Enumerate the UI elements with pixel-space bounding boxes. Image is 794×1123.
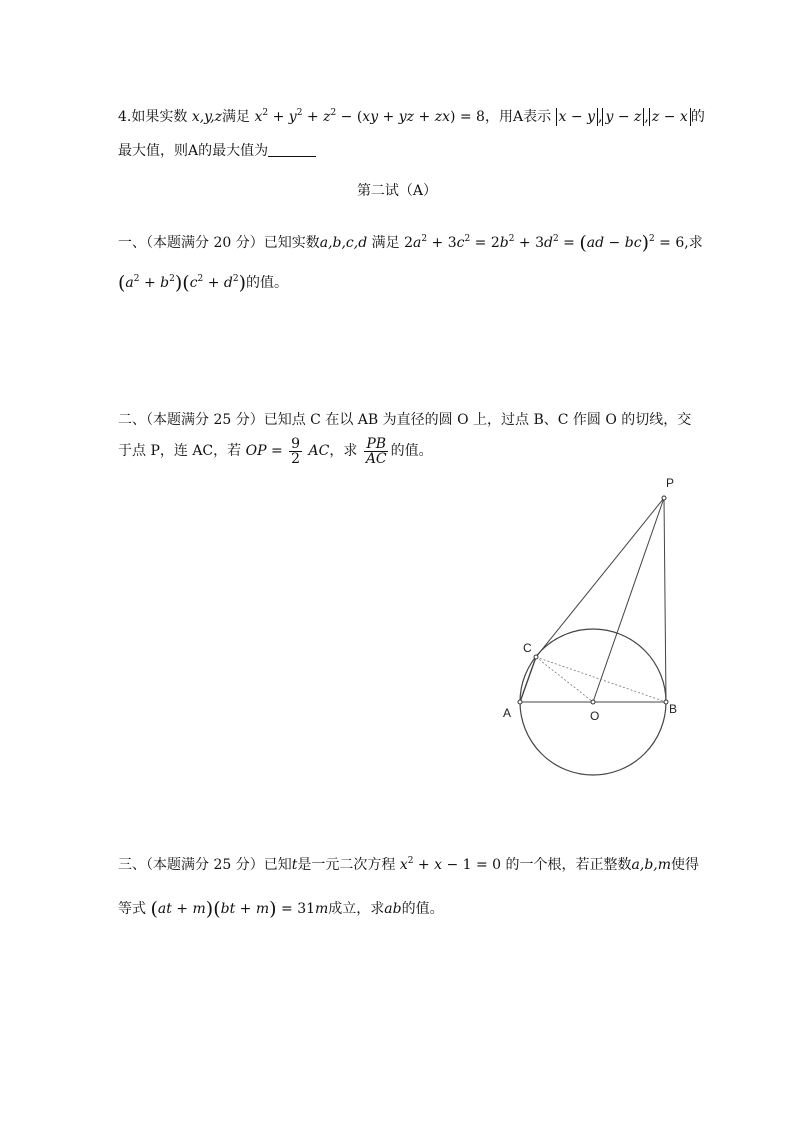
label-o: O <box>590 709 600 723</box>
p1-mid: 满足 <box>371 235 400 251</box>
p3-post: 的一个根，若正整数 <box>505 857 632 873</box>
q4-pre: 如果实数 <box>131 109 188 125</box>
dashed-co <box>536 657 593 702</box>
q4-abs-values: x − y , y − z , z − x <box>556 109 691 125</box>
point-c <box>534 655 538 659</box>
label-p: P <box>666 476 675 490</box>
p2-post: 的值。 <box>390 443 433 459</box>
dashed-cb <box>536 657 666 702</box>
segment-pa-tangent-c <box>536 498 664 657</box>
p3-line2-post: 的值。 <box>401 901 444 917</box>
p3-ab: ab <box>384 901 402 917</box>
p3-line2-mid: 成立，求 <box>328 901 385 917</box>
point-a <box>518 700 522 704</box>
p2-line2-pre: 于点 P，连 AC，若 <box>118 443 242 459</box>
section-title: 第二试（A） <box>356 183 438 199</box>
fraction-9-2: $\frac{9}{2}$ <box>291 435 301 467</box>
p3-equation2: (at + m)(bt + m) = 31m <box>150 898 329 920</box>
p1-equation: $2a^2 + 3c^2 = 2b^2 + 3d^2 = (ad - bc)^2 = 6$, <box>404 232 689 254</box>
p1-expression: $(a^2 + b^2)(c^2 + d^2)$ <box>118 272 247 294</box>
label-b: B <box>669 702 678 716</box>
p2-line2: 于点 P，连 AC，若 OP = $\frac{9}{2}$ AC，求 $\frac{PB}{AC}$ 的值。 <box>118 435 433 467</box>
p3-equation: $x^2 + x - 1 = 0$ <box>399 856 502 873</box>
point-o <box>591 700 595 704</box>
p3-prefix: 三、（本题满分 25 分）已知 <box>118 857 292 873</box>
p3-line2 <box>118 898 444 920</box>
q4-number: 4. <box>118 109 132 125</box>
point-b <box>664 700 668 704</box>
p1-post: 求 <box>688 235 703 251</box>
p3-vars: a,b,m <box>631 857 672 873</box>
segment-po <box>593 498 664 702</box>
q4-post2: 的 <box>690 109 705 125</box>
p3-mid: 是一元二次方程 <box>297 857 396 873</box>
q4-line2-text: 最大值，则A的最大值为 <box>118 143 269 159</box>
p3-line2-pre: 等式 <box>118 901 146 917</box>
p1-line2-post: 的值。 <box>246 275 289 291</box>
label-a: A <box>503 706 512 720</box>
p1-prefix: 一、（本题满分 20 分）已知实数 <box>118 235 320 251</box>
p3-end: 使得 <box>671 857 700 873</box>
segment-pb <box>664 498 666 702</box>
q4-mid: 满足 <box>222 109 251 125</box>
q4-vars: x,y,z <box>191 109 223 125</box>
p3-line1 <box>118 854 699 876</box>
q4-equation: $x^2 + y^2 + z^2 - (xy$ + yz + zx) = 8 <box>254 108 485 125</box>
p2-line1: 二、（本题满分 25 分）已知点 C 在以 AB 为直径的圆 O 上，过点 B、C 作圆 O 的切线，交 <box>118 412 692 428</box>
point-p <box>662 496 666 500</box>
p2-mid: ，求 <box>329 443 358 459</box>
q4-post: ，用A表示 <box>484 109 552 125</box>
segment-ac <box>520 657 536 702</box>
fraction-pb-ac: $\frac{PB}{AC}$ <box>365 435 387 467</box>
label-c: C <box>523 641 532 655</box>
p3-t: t <box>291 857 298 873</box>
p1-vars: a,b,c,d <box>319 235 368 251</box>
